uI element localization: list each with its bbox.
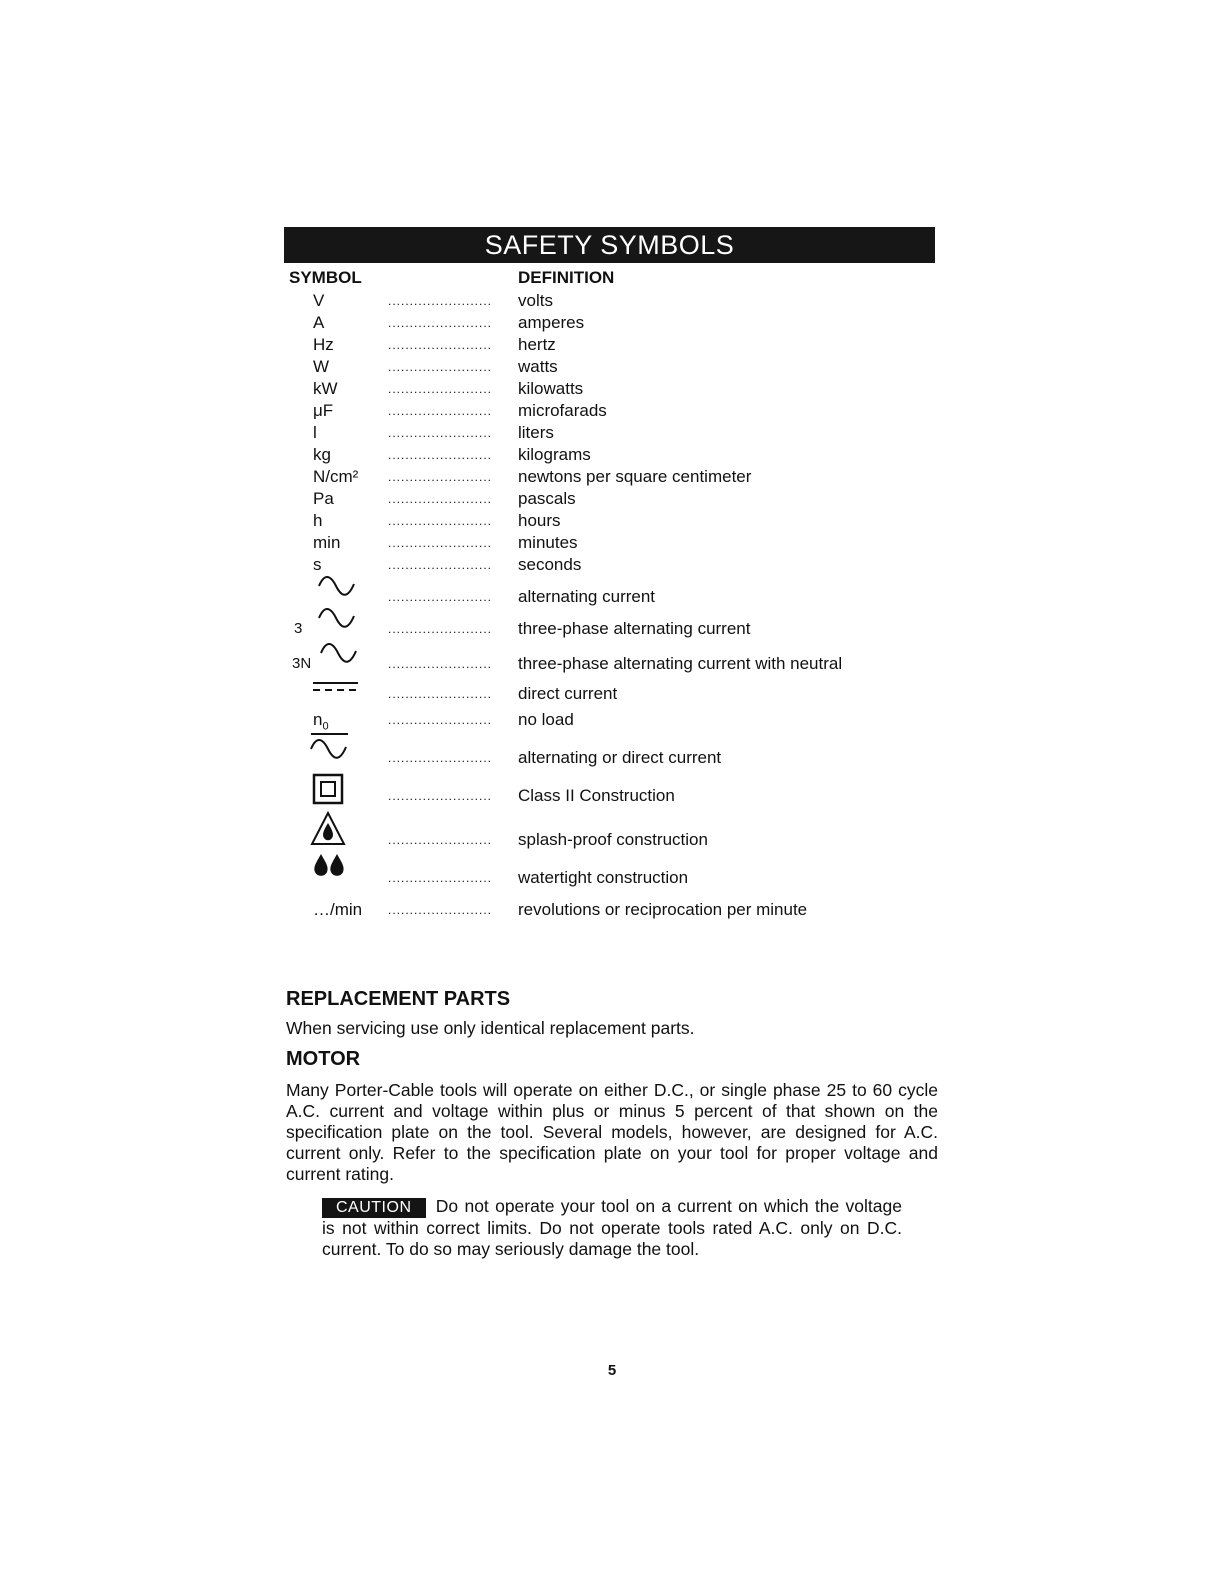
definition: volts	[518, 291, 553, 310]
leader-dots: ........................	[388, 833, 493, 847]
definition: splash-proof construction	[518, 830, 708, 849]
watertight-icon	[312, 853, 346, 877]
symbol-row	[0, 899, 1210, 921]
definition: liters	[518, 423, 554, 442]
safety-symbols-title: SAFETY SYMBOLS	[284, 227, 935, 263]
symbol-watts: W	[313, 357, 330, 376]
symbol-letter: n	[313, 710, 323, 729]
leader-dots: ........................	[388, 789, 493, 803]
leader-dots: ........................	[388, 657, 493, 671]
definition: three-phase alternating current with neutral	[518, 654, 843, 673]
symbol-row	[0, 653, 1210, 675]
direct-current-icon	[312, 679, 360, 695]
symbol-kilowatts: kW	[313, 379, 338, 398]
symbol-row	[0, 709, 1210, 731]
symbol-per-minute: …/min	[313, 900, 363, 919]
symbol-amperes: A	[313, 313, 325, 332]
symbol-liters: l	[313, 423, 317, 442]
definition: alternating current	[518, 587, 656, 606]
leader-dots: ........................	[388, 687, 493, 701]
symbol-row	[0, 618, 1210, 640]
leader-dots: ........................	[388, 751, 493, 765]
symbol-row	[0, 466, 1210, 488]
three-phase-ac-neutral-icon	[318, 641, 362, 669]
definition: direct current	[518, 684, 618, 703]
definition: watertight construction	[518, 868, 689, 887]
symbol-row	[0, 334, 1210, 356]
symbol-row	[0, 488, 1210, 510]
leader-dots: ........................	[388, 903, 493, 917]
definition: Class II Construction	[518, 786, 675, 805]
caution-notice	[322, 1196, 902, 1260]
symbol-row	[0, 422, 1210, 444]
definition: kilowatts	[518, 379, 584, 398]
symbol-prefix: 3	[294, 620, 303, 637]
page-number: 5	[607, 1362, 617, 1379]
definition: hertz	[518, 335, 556, 354]
leader-dots: ........................	[388, 360, 493, 374]
symbol-row	[0, 378, 1210, 400]
symbol-row	[0, 400, 1210, 422]
leader-dots: ........................	[388, 514, 493, 528]
symbol-minutes: min	[313, 533, 341, 552]
column-header-symbol: SYMBOL	[289, 268, 362, 287]
leader-dots: ........................	[388, 536, 493, 550]
symbol-row	[0, 554, 1210, 576]
symbol-pascals: Pa	[313, 489, 334, 508]
symbol-seconds: s	[313, 555, 322, 574]
ac-or-dc-icon	[308, 731, 354, 765]
leader-dots: ........................	[388, 622, 493, 636]
symbol-prefix: 3N	[292, 655, 312, 672]
leader-dots: ........................	[388, 470, 493, 484]
replacement-parts-heading: REPLACEMENT PARTS	[286, 988, 511, 1010]
symbol-row	[0, 586, 1210, 608]
leader-dots: ........................	[388, 294, 493, 308]
symbol-volts: V	[313, 291, 325, 310]
splash-proof-icon	[310, 811, 346, 847]
definition: minutes	[518, 533, 578, 552]
leader-dots: ........................	[388, 338, 493, 352]
symbol-subscript: 0	[322, 720, 329, 733]
leader-dots: ........................	[388, 713, 493, 727]
symbol-hours: h	[313, 511, 323, 530]
class-ii-construction-icon	[312, 773, 344, 805]
symbol-microfarads: μF	[313, 401, 334, 420]
symbol-row	[0, 532, 1210, 554]
definition: hours	[518, 511, 561, 530]
leader-dots: ........................	[388, 316, 493, 330]
replacement-parts-text: When servicing use only identical replacement parts.	[286, 1018, 695, 1038]
caution-badge: CAUTION	[322, 1198, 426, 1218]
definition: microfarads	[518, 401, 607, 420]
leader-dots: ........................	[388, 382, 493, 396]
three-phase-ac-icon	[316, 606, 360, 634]
symbol-row	[0, 747, 1210, 769]
definition: kilograms	[518, 445, 591, 464]
symbol-row	[0, 290, 1210, 312]
symbol-newtons-per-cm2: N/cm²	[313, 467, 359, 486]
symbol-hertz: Hz	[313, 335, 334, 354]
leader-dots: ........................	[388, 426, 493, 440]
definition: revolutions or reciprocation per minute	[518, 900, 808, 919]
motor-text: Many Porter-Cable tools will operate on either D.C., or single phase 25 to 60 cycle A.C. current and voltage within plus or minus 5 percent of that shown on the specification plate on the tool. Several models, however, are designed for A.C. current only. Refer to the specification plate on your tool for proper voltage and current rating.	[286, 1080, 938, 1184]
definition: alternating or direct current	[518, 748, 722, 767]
leader-dots: ........................	[388, 448, 493, 462]
column-header-definition: DEFINITION	[518, 268, 615, 287]
symbol-kilograms: kg	[313, 445, 331, 464]
symbol-row	[0, 683, 1210, 705]
symbol-row	[0, 312, 1210, 334]
motor-heading: MOTOR	[286, 1048, 361, 1070]
leader-dots: ........................	[388, 558, 493, 572]
leader-dots: ........................	[388, 404, 493, 418]
caution-text: Do not operate your tool on a current on which the voltage is not within correct limits. Do not operate tools rated A.C. only on D.C. current. To do so may seriously damage the tool.	[322, 1196, 902, 1259]
symbol-row	[0, 356, 1210, 378]
symbol-row	[0, 510, 1210, 532]
definition: pascals	[518, 489, 576, 508]
symbol-row	[0, 785, 1210, 807]
definition: newtons per square centimeter	[518, 467, 752, 486]
definition: seconds	[518, 555, 582, 574]
symbol-row	[0, 829, 1210, 851]
definition: amperes	[518, 313, 585, 332]
alternating-current-icon	[316, 574, 360, 602]
symbol-row	[0, 444, 1210, 466]
leader-dots: ........................	[388, 590, 493, 604]
leader-dots: ........................	[388, 871, 493, 885]
definition: three-phase alternating current	[518, 619, 751, 638]
leader-dots: ........................	[388, 492, 493, 506]
symbol-row	[0, 867, 1210, 889]
definition: no load	[518, 710, 574, 729]
definition: watts	[518, 357, 558, 376]
